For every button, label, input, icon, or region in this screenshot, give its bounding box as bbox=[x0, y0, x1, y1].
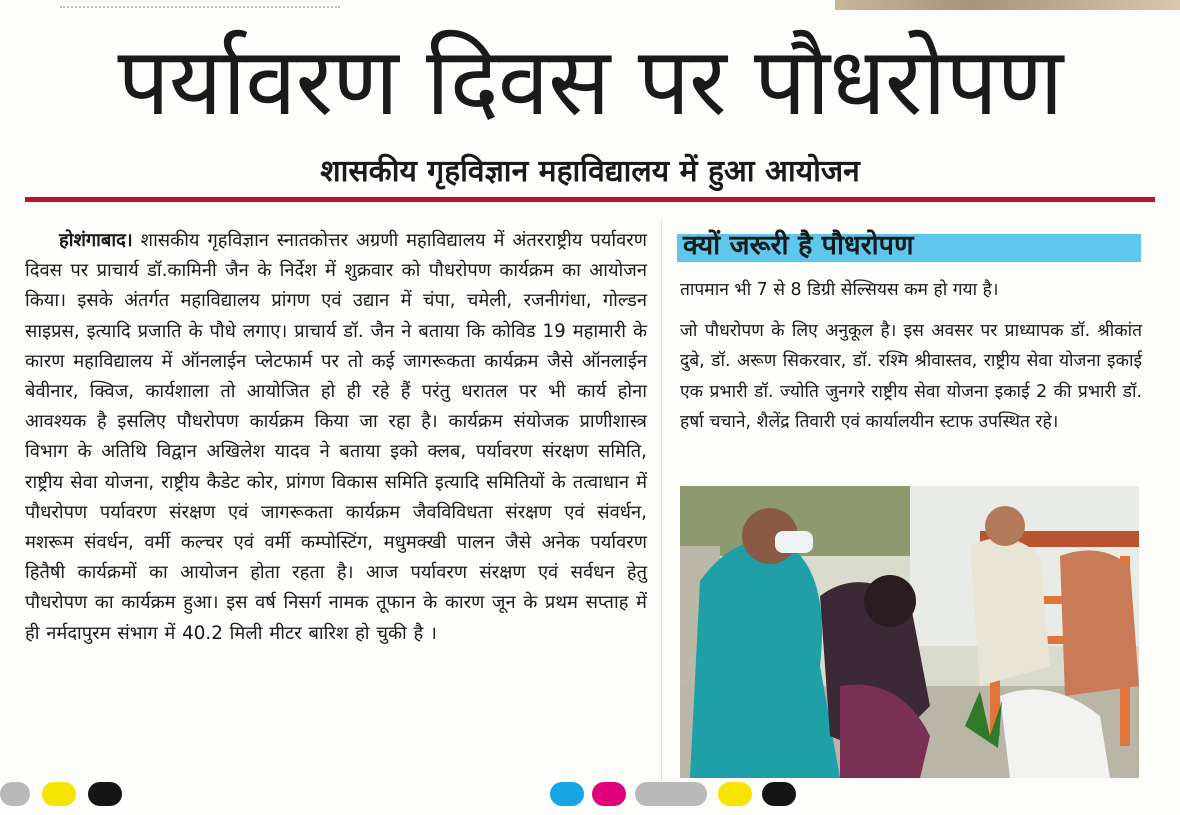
previous-page-text-remnant bbox=[60, 0, 340, 8]
news-photo bbox=[680, 486, 1139, 778]
sidebar-paragraph-1: तापमान भी 7 से 8 डिग्री सेल्सियस कम हो गया है। bbox=[680, 280, 999, 300]
previous-photo-edge bbox=[835, 0, 1180, 10]
registration-mark-gray bbox=[0, 782, 30, 806]
top-strip bbox=[0, 0, 1180, 12]
registration-mark-yellow bbox=[718, 782, 752, 806]
registration-mark-gray bbox=[635, 782, 707, 806]
registration-mark-cyan bbox=[550, 782, 584, 806]
registration-mark-black bbox=[762, 782, 796, 806]
registration-mark-yellow bbox=[42, 782, 76, 806]
sidebar-title: क्यों जरूरी है पौधरोपण bbox=[683, 230, 914, 261]
headline: पर्यावरण दिवस पर पौधरोपण bbox=[117, 28, 1063, 137]
news-photo-image bbox=[680, 486, 1139, 778]
red-divider-rule bbox=[25, 197, 1155, 202]
article-text: शासकीय गृहविज्ञान स्नातकोत्तर अग्रणी महाविद्यालय में अंतरराष्ट्रीय पर्यावरण दिवस पर प्राचार्य डॉ.कामिनी जैन के निर्देश में शुक्रवार को पौधरोपण कार्यक्रम का आयोजन किया। इसके अंतर्गत महाविद्यालय प्रांगण एवं उद्यान में चंपा, चमेली, रजनीगंधा, गोल्डन साइप्रस, इत्यादि प्रजाति के पौधे लगाए। प्राचार्य डॉ. जैन ने बताया कि कोविड 19 महामारी के कारण महाविद्यालय में ऑनलाईन प्लेटफार्म पर तो कई जागरूकता कार्यक्रम जैसे ऑनलाईन बेवीनार, क्विज, कार्यशाला तो आयोजित हो ही रहे हैं परंतु धरातल पर भी कार्य होना आवश्यक है इसलिए पौधरोपण कार्यक्रम किया जा रहा है। कार्यक्रम संयोजक प्राणीशास्त्र विभाग के अतिथि विद्वान अखिलेश यादव ने बताया इको क्लब, पर्यावरण संरक्षण समिति, राष्ट्रीय सेवा योजना, राष्ट्रीय कैडेट कोर, प्रांगण विकास समिति इत्यादि समितियों के तत्वाधान में पौधरोपण पर्यावरण संरक्षण एवं जागरूकता कार्यक्रम जैवविविधता संरक्षण एवं संवर्धन, मशरूम संवर्धन, वर्मी कल्चर एवं वर्मी कम्पोस्टिंग, मधुमक्खी पालन जैसे अनेक पर्यावरण हितैषी कार्यक्रमों का आयोजन होता रहता है। आज पर्यावरण संरक्षण एवं सर्वधन हेतु पौधरोपण का कार्यक्रम हुआ। इस वर्ष निसर्ग नामक तूफान के कारण जून के प्रथम सप्ताह में ही नर्मदापुरम संभाग में 40.2 मिली मीटर बारिश हो चुकी है । bbox=[25, 230, 647, 644]
article-body bbox=[25, 226, 647, 782]
registration-marks bbox=[0, 780, 1180, 808]
column-divider bbox=[661, 220, 662, 780]
registration-mark-black bbox=[88, 782, 122, 806]
dateline: होशंगाबाद। bbox=[59, 230, 133, 251]
subheadline: शासकीय गृहविज्ञान महाविद्यालय में हुआ आयोजन bbox=[320, 154, 860, 189]
sidebar-paragraph-2: जो पौधरोपण के लिए अनुकूल है। इस अवसर पर प्राध्यापक डॉ. श्रीकांत दुबे, डॉ. अरूण सिकरवार, डॉ. रश्मि श्रीवास्तव, राष्ट्रीय सेवा योजना इकाई एक प्रभारी डॉ. ज्योति जुनगरे राष्ट्रीय सेवा योजना इकाई 2 की प्रभारी डॉ. हर्षा चचाने, शैलेंद्र तिवारी एवं कार्यालयीन स्टाफ उपस्थित रहे। bbox=[680, 321, 1142, 433]
registration-mark-magenta bbox=[592, 782, 626, 806]
